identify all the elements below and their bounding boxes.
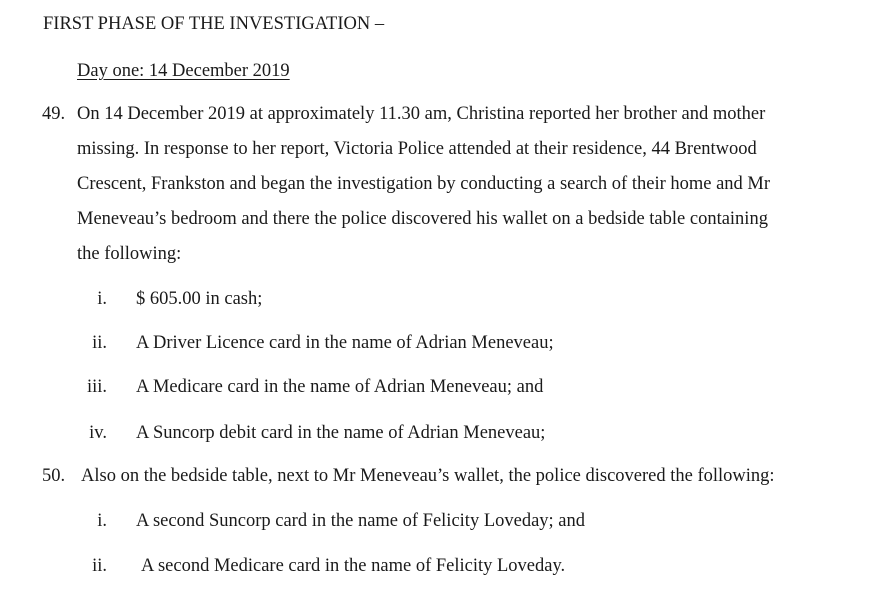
paragraph-line: On 14 December 2019 at approximately 11.30 am, Christina reported her brother and mother [77, 104, 766, 124]
list-item-numeral: i. [97, 289, 107, 309]
list-item-numeral: ii. [92, 333, 107, 353]
paragraph-line: Also on the bedside table, next to Mr Meneveau’s wallet, the police discovered the following: [81, 466, 775, 486]
paragraph-line: the following: [77, 244, 182, 264]
list-item-numeral: ii. [92, 556, 107, 576]
paragraph-line: Crescent, Frankston and began the investigation by conducting a search of their home and Mr [77, 174, 771, 194]
list-item: A second Medicare card in the name of Felicity Loveday. [141, 556, 566, 576]
paragraph-number: 50. [42, 466, 66, 486]
section-heading: FIRST PHASE OF THE INVESTIGATION – [43, 14, 385, 34]
paragraph-line: missing. In response to her report, Victoria Police attended at their residence, 44 Brentwood [77, 139, 757, 159]
list-item: A Medicare card in the name of Adrian Meneveau; and [136, 377, 544, 397]
list-item: A Suncorp debit card in the name of Adrian Meneveau; [136, 423, 546, 443]
list-item: $ 605.00 in cash; [136, 289, 263, 309]
list-item: A second Suncorp card in the name of Felicity Loveday; and [136, 511, 586, 531]
list-item-numeral: i. [97, 511, 107, 531]
list-item-numeral: iii. [86, 377, 107, 397]
list-item: A Driver Licence card in the name of Adrian Meneveau; [136, 333, 554, 353]
paragraph-line: Meneveau’s bedroom and there the police discovered his wallet on a bedside table containing [77, 209, 768, 229]
list-item-numeral: iv. [89, 423, 107, 443]
paragraph-number: 49. [42, 104, 66, 124]
day-subheading: Day one: 14 December 2019 [77, 61, 290, 81]
